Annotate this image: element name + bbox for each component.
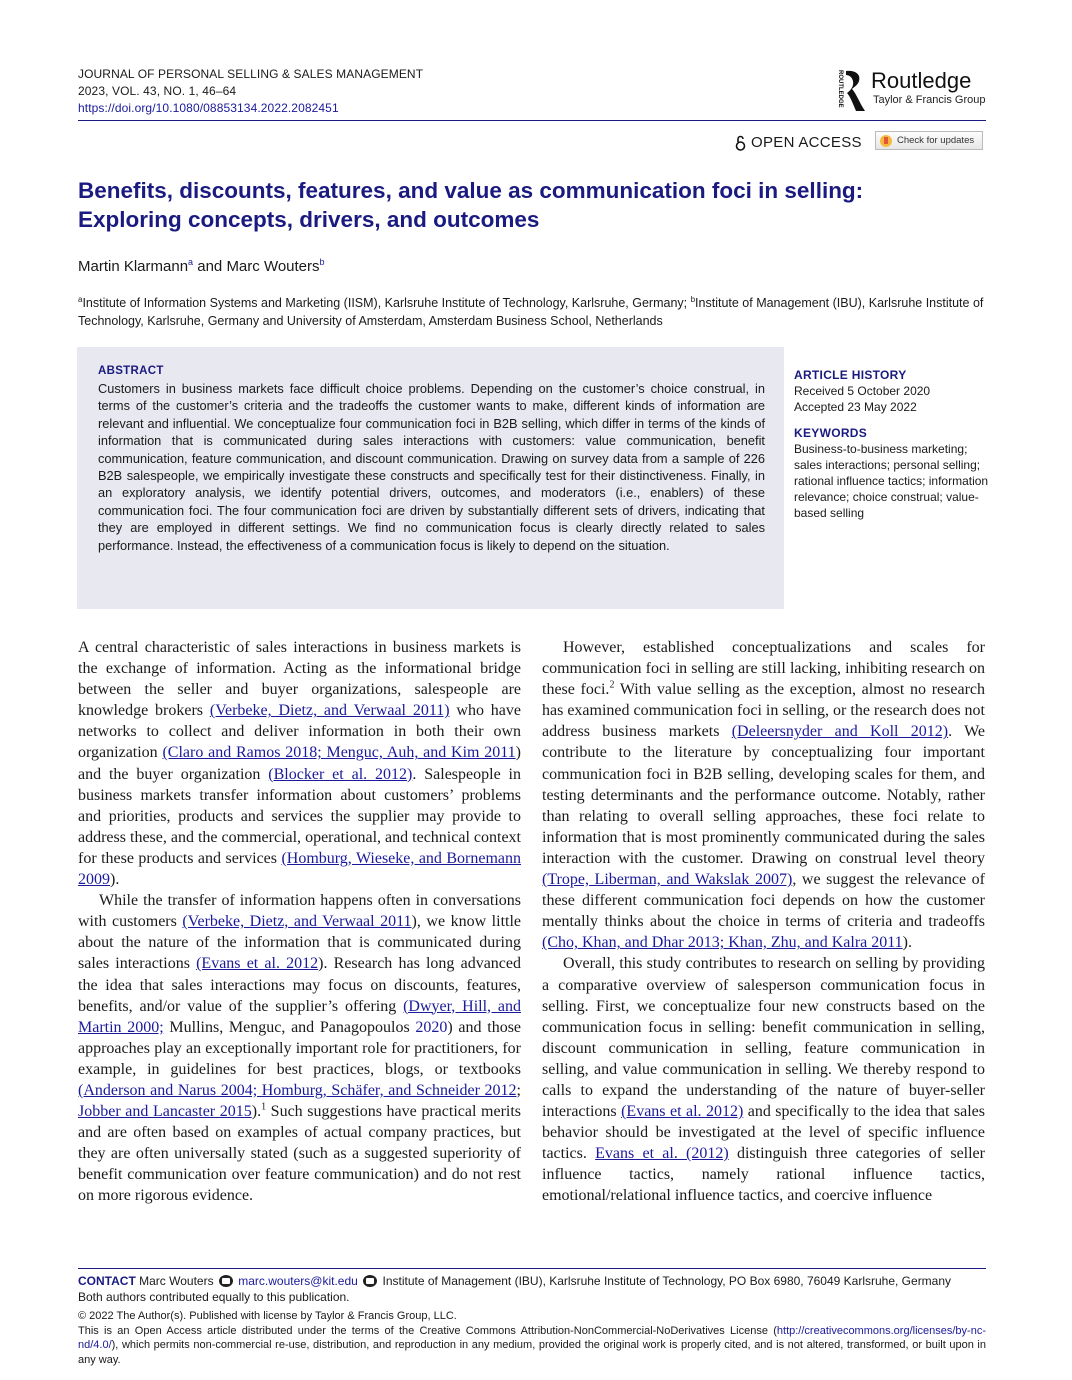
citation-link[interactable]: (Evans et al. 2012 bbox=[196, 955, 319, 973]
author-name[interactable]: Marc Wouters bbox=[226, 258, 320, 275]
contact-email-link[interactable]: marc.wouters@kit.edu bbox=[238, 1274, 358, 1288]
citation-link[interactable]: (Deleersnyder and Koll 2012) bbox=[731, 723, 949, 741]
article-history-heading: ARTICLE HISTORY bbox=[794, 368, 907, 382]
open-lock-icon bbox=[735, 135, 746, 151]
title-line-2: Exploring concepts, drivers, and outcomes bbox=[78, 207, 540, 232]
footnote-marker[interactable]: 1 bbox=[261, 1101, 267, 1113]
citation-link[interactable]: Evans et al. (2012) bbox=[595, 1145, 729, 1163]
footnotes bbox=[78, 1273, 986, 1367]
citation-link[interactable]: (Dwyer, Hill, and Martin 2000; bbox=[78, 997, 522, 1036]
email-icon bbox=[219, 1275, 233, 1287]
paragraph: While the transfer of information happens often in conversations with customers (Verbeke, Dietz, and Verwaal 2011), we know little about the nature of the information that is communicated during sales interactions (Evans et al. 2012). Research has long advanced the idea that sales interactions may focus on discounts, features, benefits, and/or value of the supplier’s offering (Dwyer, Hill, and Martin 2000; Mullins, Menguc, and Panagopoulos 2020) and those approaches play an exceptionally important role for practitioners, for example, in guidelines for best practices, blogs, or textbooks (Anderson and Narus 2004; Homburg, Schäfer, and Schneider 2012; Jobber and Lancaster 2015).$^1$ Such suggestions have practical merits and are often based on examples of actual company practices, but they are often universally stated (such as a suggested superiority of benefit communication over feature communication) and do not rest on more rigorous evidence. bbox=[78, 892, 522, 1205]
article-title bbox=[78, 176, 978, 234]
citation-link[interactable]: (Anderson and Narus 2004; Homburg, Schäfer, and Schneider 2012 bbox=[78, 1081, 517, 1099]
affiliation-mark: a bbox=[78, 295, 83, 304]
affiliation-mark: b bbox=[319, 257, 325, 267]
article-info-sidebar bbox=[794, 367, 994, 521]
keywords-heading: KEYWORDS bbox=[794, 426, 868, 440]
citation-link[interactable]: (Blocker et al. 2012) bbox=[268, 765, 413, 783]
abstract-box bbox=[77, 347, 784, 609]
publisher-subtitle: Taylor & Francis Group bbox=[873, 94, 986, 106]
footer-rule bbox=[78, 1268, 986, 1269]
abstract-heading: ABSTRACT bbox=[98, 365, 164, 377]
affiliation-mark: a bbox=[188, 257, 194, 267]
header-rule bbox=[78, 120, 986, 121]
contact-address: Institute of Management (IBU), Karlsruhe Institute of Technology, PO Box 6980, 76049 Karlsruhe, Germany bbox=[379, 1274, 952, 1288]
license-link[interactable]: http://creativecommons.org/licenses/by-nc-nd/4.0/ bbox=[78, 1324, 986, 1351]
received-date: Received 5 October 2020 bbox=[794, 384, 931, 398]
license-pre: This is an Open Access article distributed under the terms of the Creative Commons Attribution-NonCommercial-NoDerivatives License ( bbox=[78, 1324, 777, 1337]
open-access-badge bbox=[735, 134, 862, 151]
affiliation-text: Institute of Management (IBU), Karlsruhe Institute of Technology, Karlsruhe, Germany and University of Amsterdam, Amsterdam Business School, Netherlands bbox=[78, 296, 984, 328]
doi-link[interactable]: https://doi.org/10.1080/08853134.2022.2082451 bbox=[78, 101, 339, 115]
paragraph: Overall, this study contributes to research on selling by providing a comparative overview of salesperson communication focus in selling. First, we conceptualize four new constructs based on the communication focus in selling: benefit communication in selling, discount communication in selling, feature communication in selling, and value communication in selling. We thereby respond to calls to expand the understanding of the nature of buyer-seller interactions (Evans et al. 2012) and specifically to the idea that sales behavior should be investigated at the level of specific influence tactics. Evans et al. (2012) distinguish three categories of seller influence tactics, namely rational influence tactics, emotional/relational influence tactics, and coercive influence bbox=[542, 955, 986, 1205]
author-name[interactable]: Martin Klarmann bbox=[78, 258, 189, 275]
keywords-list: Business-to-business marketing; sales interactions; personal selling; rational influence tactics; information relevance; choice construal; value-based selling bbox=[794, 442, 989, 520]
citation-link[interactable]: (Evans et al. 2012) bbox=[621, 1103, 744, 1121]
routledge-logo-icon bbox=[833, 68, 867, 112]
citation-link[interactable]: (Verbeke, Dietz, and Verwaal 2011 bbox=[182, 913, 412, 931]
crossmark-icon bbox=[880, 135, 892, 147]
accepted-date: Accepted 23 May 2022 bbox=[794, 400, 917, 414]
svg-text:ROUTLEDGE: ROUTLEDGE bbox=[837, 70, 843, 108]
paragraph: A central characteristic of sales interactions in business markets is the exchange of information. Acting as the informational bridge between the seller and buyer organizations, salespeople are knowledge brokers (Verbeke, Dietz, and Verwaal 2011) who have networks to collect and deliver information in both their own organization (Claro and Ramos 2018; Menguc, Auh, and Kim 2011) and the buyer organization (Blocker et al. 2012). Salespeople in business markets transfer information about customers’ problems and priorities, products and services the supplier may provide to address these, and the commercial, operational, and technical context for these products and services (Homburg, Wieseke, and Bornemann 2009). bbox=[78, 639, 522, 889]
contact-name: Marc Wouters bbox=[135, 1274, 217, 1288]
check-for-updates-label: Check for updates bbox=[897, 135, 975, 146]
volume-line: 2023, VOL. 43, NO. 1, 46–64 bbox=[78, 84, 237, 98]
license-text bbox=[78, 1324, 986, 1368]
journal-name: JOURNAL OF PERSONAL SELLING & SALES MANAGEMENT bbox=[78, 67, 424, 81]
contact-line bbox=[78, 1273, 986, 1289]
citation-link[interactable]: (Claro and Ramos 2018; Menguc, Auh, and Kim 2011 bbox=[162, 744, 516, 762]
equal-contribution-note: Both authors contributed equally to this publication. bbox=[78, 1290, 350, 1304]
check-for-updates-button[interactable] bbox=[875, 131, 983, 150]
citation-link[interactable]: Jobber and Lancaster 2015 bbox=[78, 1103, 252, 1121]
affiliations bbox=[78, 291, 988, 330]
copyright-line: © 2022 The Author(s). Published with license by Taylor & Francis Group, LLC. bbox=[78, 1310, 457, 1322]
paragraph: However, established conceptualizations and scales for communication foci in selling are still lacking, inhibiting research on these foci.$^2$ With value selling as the exception, almost no research has examined communication foci in selling, or the research does not address business markets (Deleersnyder and Koll 2012). We contribute to the literature by conceptualizing four important communication foci in B2B selling, developing scales for them, and testing determinants and the performance outcome. Notably, rather than relating to overall selling approaches, these foci relate to information that is most prominently communicated during the sales interaction with the customer. Drawing on construal level theory (Trope, Liberman, and Wakslak 2007), we suggest the relevance of these different communication foci depends on how the customer mentally thinks about the choice in terms of criteria and tradeoffs (Cho, Khan, and Dhar 2013; Khan, Zhu, and Kalra 2011). bbox=[542, 639, 986, 952]
publisher-logo bbox=[833, 66, 993, 114]
citation-link[interactable]: (Cho, Khan, and Dhar 2013; Khan, Zhu, and Kalra 2011 bbox=[542, 934, 903, 952]
open-access-label: OPEN ACCESS bbox=[751, 134, 862, 151]
address-icon bbox=[363, 1275, 377, 1287]
body-column-right bbox=[542, 637, 985, 1207]
title-line-1: Benefits, discounts, features, and value as communication foci in selling: bbox=[78, 178, 864, 203]
author-list bbox=[78, 257, 325, 275]
citation-link[interactable]: (Verbeke, Dietz, and Verwaal 2011) bbox=[209, 702, 450, 720]
contact-label: CONTACT bbox=[78, 1274, 136, 1288]
body-column-left bbox=[78, 637, 521, 1207]
citation-year-link[interactable]: 2020 bbox=[415, 1018, 448, 1036]
journal-header bbox=[78, 66, 423, 117]
citation-link[interactable]: (Homburg, Wieseke, and Bornemann 2009 bbox=[78, 849, 522, 889]
abstract-text: Customers in business markets face difficult choice problems. Depending on the customer’s choice construal, in terms of the customer’s criteria and the tradeoffs the customer wants to make, different kinds of information are relevant and influential. We conceptualize four communication foci in B2B selling, which differ in terms of the kinds of information that is communicated during sales interactions with customers: value communication, benefit communication, feature communication, and discount communication. Drawing on survey data from a sample of 226 B2B salespeople, we empirically investigate these constructs and specifically test for their distinctiveness. Finally, in an exploratory analysis, we identify potential drivers, outcomes, and moderators (i.e., enablers) of these communication foci. The four communication foci are driven by substantially different sets of drivers, indicating that they are employed in different settings. We find no communication focus is clearly directly related to sales performance. Instead, the effectiveness of a communication focus is likely to depend on the situation. bbox=[98, 381, 765, 553]
citation-link[interactable]: (Trope, Liberman, and Wakslak 2007) bbox=[542, 871, 793, 889]
publisher-name: Routledge bbox=[871, 68, 972, 93]
author-joiner: and bbox=[193, 258, 227, 275]
affiliation-text: Institute of Information Systems and Marketing (IISM), Karlsruhe Institute of Technology, Karlsruhe, Germany; bbox=[82, 296, 691, 311]
license-post: ), which permits non-commercial re-use, distribution, and reproduction in any medium, provided the original work is properly cited, and is not altered, transformed, or built upon in any way. bbox=[78, 1339, 986, 1366]
affiliation-mark: b bbox=[690, 295, 696, 304]
footnote-marker[interactable]: 2 bbox=[609, 679, 615, 691]
